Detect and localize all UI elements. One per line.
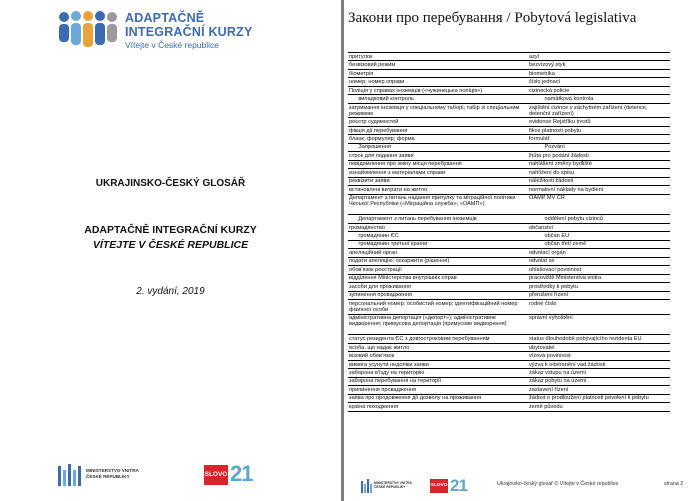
table-row [348,126,670,134]
term-ukrainian: фікція дії перебування [348,126,524,134]
table-row [348,177,670,185]
term-ukrainian: адміністративна депортація («депорт»); адміністративне видворення; примусова депортація (примусове видворення) [348,314,524,335]
term-ukrainian: Поліція у справах іноземців («чужинецька поліція») [348,86,524,94]
term-ukrainian: візовий обов'язок [348,352,524,360]
ministry-emblem-icon [56,462,84,490]
term-czech: vízová povinnost [524,352,670,360]
slovo21-logo [204,461,264,489]
table-row [348,53,670,61]
aik-logo [56,7,286,55]
term-ukrainian: особа, що надає житло [348,343,524,351]
table-row [348,291,670,299]
term-czech: OAMP MV ČR [524,194,670,215]
term-ukrainian: заборона в'їзду на територію [348,369,524,377]
table-row [348,394,670,402]
term-ukrainian: реєстр судимостей [348,118,524,126]
term-czech: cizinecká policie [524,86,670,94]
term-ukrainian: ознайомлення з матеріалами справи [348,169,524,177]
footer-slovo21-logo [430,475,474,497]
term-czech: číslo jednací [524,78,670,86]
term-czech: správní vyhoštění [524,314,670,335]
glossary-page [344,0,696,501]
term-ukrainian: Департамент з питань надання притулку та міграційної політики Чеської Республіки («Міграційна служба»; «ОАМП») [348,194,524,215]
term-czech: občan EU [524,232,670,240]
term-czech: status dlouhodobě pobývajícího rezidenta EU [524,335,670,343]
glossary-title: UKRAJINSKO-ČESKÝ GLOSÁŘ [95,178,246,189]
table-row [348,135,670,143]
term-czech: občan třetí země [524,240,670,248]
term-czech: zákaz pobytu na území [524,377,670,385]
table-row [348,103,670,118]
table-row [348,386,670,394]
table-row [348,257,670,265]
term-czech: rodné číslo [524,300,670,315]
table-row [348,300,670,315]
term-ukrainian: Департамент з питань перебування іноземців [348,215,524,223]
term-ukrainian: бланк; формуляр; форма [348,135,524,143]
table-row [348,283,670,291]
term-ukrainian: громадянин третьої країни [348,240,524,248]
term-ukrainian: персональний номер; особистий номер; ідентифікаційний номер фізичної особи [348,300,524,315]
table-row [348,223,670,231]
table-row [348,194,670,215]
table-row [348,152,670,160]
term-czech: normativní náklady na bydlení [524,186,670,194]
logo-title: ADAPTAČNĚ INTEGRAČNÍ KURZY [125,11,253,39]
term-czech: namátková kontrola [524,95,670,103]
table-row [348,274,670,282]
table-row [348,360,670,368]
term-ukrainian: заборона перебування на території [348,377,524,385]
table-row [348,352,670,360]
title-page [0,0,341,501]
term-czech: formulář [524,135,670,143]
term-ukrainian: вимога усунути недоліки заяви [348,360,524,368]
term-czech: ubytovatel [524,343,670,351]
glossary-table [348,52,670,412]
table-row [348,240,670,248]
term-czech: biometrika [524,69,670,77]
footer-slovo-label: SLOVO [430,479,448,493]
main-title-line2: VÍTEJTE V ČESKÉ REPUBLICE [92,239,249,251]
term-ukrainian: країна походження [348,403,524,411]
ministry-logo [56,462,176,490]
term-czech: prostředky k pobytu [524,283,670,291]
table-row [348,335,670,343]
term-czech: přerušení řízení [524,291,670,299]
term-ukrainian: статус резидента ЄС з довгостроковим перебуванням [348,335,524,343]
term-ukrainian: відділення Міністерства внутрішніх справ [348,274,524,282]
term-ukrainian: номер; номер справи [348,78,524,86]
table-row [348,160,670,168]
term-ukrainian: випадковий контроль [348,95,524,103]
table-row [348,369,670,377]
table-row [348,78,670,86]
term-ukrainian: притулок [348,53,524,61]
slovo-number: 21 [230,461,253,486]
term-ukrainian: припинення провадження [348,386,524,394]
term-czech: zajištění cizince v záchytném zařízení (detence, detenční zařízení) [524,103,670,118]
table-row [348,314,670,335]
term-ukrainian: затримання іноземця у спеціальному таборі; табір зі спеціальним режимом [348,103,524,118]
term-ukrainian: засоби для проживання [348,283,524,291]
table-row [348,61,670,69]
term-czech: výzva k odstranění vad žádosti [524,360,670,368]
page-title: Закони про перебування / Pobytová legislativa [348,10,637,26]
term-czech: odvolat se [524,257,670,265]
footer-ministry-logo [360,478,420,496]
term-ukrainian: апеляційний орган [348,249,524,257]
term-czech: země původu [524,403,670,411]
footer-slovo-number: 21 [450,476,467,495]
table-row [348,343,670,351]
table-row [348,69,670,77]
table-row [348,403,670,411]
term-czech: azyl [524,53,670,61]
term-czech: nahlížení do spisu [524,169,670,177]
footer-text: Ukrajinsko-český glosář © Vítejte v České republice [497,481,619,487]
term-czech: lhůta pro podání žádosti [524,152,670,160]
term-ukrainian: встановлені витрати на житло [348,186,524,194]
term-czech: zákaz vstupu na území [524,369,670,377]
term-czech: pracoviště Ministerstva vnitra [524,274,670,282]
ministry-text: MINISTERSTVO VNITRA ČESKÉ REPUBLIKY [86,468,139,479]
term-ukrainian: подати апеляцію; оскаржити (рішення) [348,257,524,265]
term-czech: Pozvání [524,143,670,151]
table-row [348,186,670,194]
table-row [348,266,670,274]
logo-subtitle: Vítejte v České republice [125,40,220,50]
term-ukrainian: безвізовий режим [348,61,524,69]
term-ukrainian: строк для подання заяви [348,152,524,160]
page-number: strana 2 [664,481,684,487]
table-row [348,143,670,151]
edition-label: 2. vydání, 2019 [136,286,205,297]
term-ukrainian: біометрія [348,69,524,77]
table-row [348,86,670,94]
term-czech: fikce platnosti pobytu [524,126,670,134]
slovo-label: SLOVO [204,465,228,485]
term-ukrainian: громадянство [348,223,524,231]
term-ukrainian: обов'язок реєстрації [348,266,524,274]
table-row [348,232,670,240]
main-title-line1: ADAPTAČNĚ INTEGRAČNÍ KURZY [84,224,257,236]
term-ukrainian: повідомлення про зміну місця перебування [348,160,524,168]
term-czech: oddělení pobytu cizinců [524,215,670,223]
term-czech: odvolací orgán [524,249,670,257]
term-ukrainian: зупинення провадження [348,291,524,299]
term-ukrainian: заява про продовження дії дозволу на проживання [348,394,524,402]
term-czech: občanství [524,223,670,231]
table-row [348,169,670,177]
people-logo-icon [56,7,124,55]
table-row [348,377,670,385]
table-row [348,118,670,126]
term-ukrainian: реквізити заяви [348,177,524,185]
term-czech: evidence Rejstříku trestů [524,118,670,126]
term-czech: žádost o prodloužení platnosti povolení k pobytu [524,394,670,402]
term-czech: bezvízový styk [524,61,670,69]
table-row [348,249,670,257]
term-czech: zastavení řízení [524,386,670,394]
term-ukrainian: громадянин ЄС [348,232,524,240]
footer-ministry-text: MINISTERSTVO VNITRA ČESKÉ REPUBLIKY [374,481,412,489]
footer-ministry-emblem-icon [360,478,373,494]
term-czech: náležitosti žádosti [524,177,670,185]
term-ukrainian: Запрошення [348,143,524,151]
term-czech: nahlášení změny bydliště [524,160,670,168]
table-row [348,95,670,103]
table-row [348,215,670,223]
term-czech: ohlašovací povinnost [524,266,670,274]
